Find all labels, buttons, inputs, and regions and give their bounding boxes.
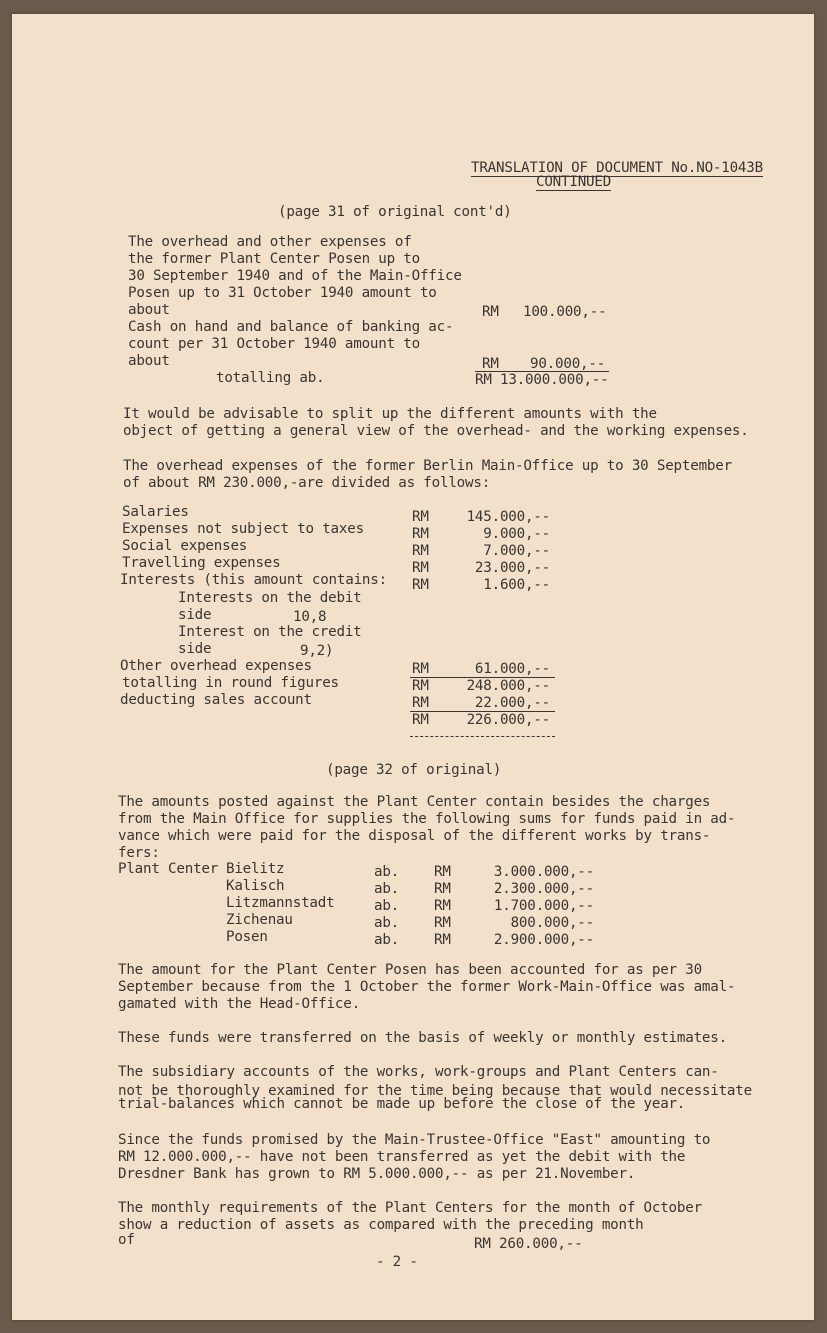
intro-line: 30 September 1940 and of the Main-Office	[128, 268, 462, 284]
paragraph-line: These funds were transferred on the basis of weekly or monthly estimates.	[118, 1030, 727, 1046]
intro-total: RM 13.000.000,--	[475, 372, 609, 388]
paragraph-line: The subsidiary accounts of the works, work-groups and Plant Centers can-	[118, 1064, 719, 1080]
expense-label: Travelling expenses	[122, 555, 281, 571]
currency-label: RM	[412, 678, 429, 694]
currency-label: RM	[482, 304, 499, 320]
expense-label: Expenses not subject to taxes	[122, 521, 364, 537]
currency-label: RM	[412, 526, 429, 542]
dashed-rule	[410, 736, 555, 737]
paragraph-line: trial-balances which cannot be made up before the close of the year.	[118, 1096, 686, 1112]
amount-value: 90.000,--	[530, 356, 606, 372]
paragraph-line: not be thoroughly examined for the time being because that would necessitate	[118, 1083, 752, 1099]
plant-ab: ab.	[374, 864, 400, 880]
plant-center-label: Plant Center	[118, 861, 219, 877]
plant-value: 2.300.000,--	[493, 881, 594, 897]
paragraph-line: The monthly requirements of the Plant Centers for the month of October	[118, 1200, 702, 1216]
expense-value: 226.000,--	[466, 712, 550, 728]
paragraph-line: September because from the 1 October the former Work-Main-Office was amal-	[118, 979, 736, 995]
currency-label: RM	[412, 509, 429, 525]
page-32-note: (page 32 of original)	[326, 762, 502, 778]
intro-total-label: totalling ab.	[216, 370, 325, 386]
paragraph-line: Since the funds promised by the Main-Trustee-Office "East" amounting to	[118, 1132, 711, 1148]
currency-label: RM	[434, 864, 451, 880]
currency-label: RM	[412, 560, 429, 576]
monthly-value: RM 260.000,--	[474, 1236, 583, 1252]
currency-label: RM	[412, 543, 429, 559]
paragraph-line: Dresdner Bank has grown to RM 5.000.000,-- as per 21.November.	[118, 1166, 636, 1182]
paragraph-line: object of getting a general view of the overhead- and the working expenses.	[123, 423, 749, 439]
currency-label: RM	[434, 932, 451, 948]
expense-value: 23.000,--	[474, 560, 550, 576]
expense-value: 248.000,--	[466, 678, 550, 694]
intro-line: Posen up to 31 October 1940 amount to	[128, 285, 437, 301]
expense-value: 7.000,--	[483, 543, 550, 559]
interest-detail: Interest on the credit	[178, 624, 362, 640]
currency-label: RM	[434, 881, 451, 897]
expense-value: 22.000,--	[474, 695, 550, 711]
paragraph-line: It would be advisable to split up the different amounts with the	[123, 406, 657, 422]
expense-label: Interests (this amount contains:	[120, 572, 387, 588]
interest-detail: side	[178, 641, 212, 657]
currency-label: RM	[434, 915, 451, 931]
intro-line: count per 31 October 1940 amount to	[128, 336, 420, 352]
plant-ab: ab.	[374, 881, 400, 897]
interest-detail-value: 10,8	[293, 609, 327, 625]
interest-detail: Interests on the debit	[178, 590, 362, 606]
expense-value: 61.000,--	[474, 661, 550, 677]
paragraph-line: from the Main Office for supplies the following sums for funds paid in ad-	[118, 811, 736, 827]
paragraph-line: The amount for the Plant Center Posen has been accounted for as per 30	[118, 962, 702, 978]
intro-line: about	[128, 302, 170, 318]
expense-label: Social expenses	[122, 538, 248, 554]
expense-value: 145.000,--	[466, 509, 550, 525]
interest-detail: side	[178, 607, 212, 623]
plant-name: Litzmannstadt	[226, 895, 335, 911]
document-title: TRANSLATION OF DOCUMENT No.NO-1043B	[471, 160, 763, 176]
expense-label: Salaries	[122, 504, 189, 520]
page-31-note: (page 31 of original cont'd)	[278, 204, 512, 220]
interest-detail-value: 9,2)	[300, 643, 334, 659]
plant-value: 2.900.000,--	[493, 932, 594, 948]
paragraph-line: RM 12.000.000,-- have not been transferred as yet the debit with the	[118, 1149, 686, 1165]
paragraph-line: The amounts posted against the Plant Center contain besides the charges	[118, 794, 711, 810]
currency-label: RM	[482, 356, 499, 372]
plant-name: Posen	[226, 929, 268, 945]
amount-value: 100.000,--	[523, 304, 607, 320]
intro-line: about	[128, 353, 170, 369]
paragraph-line: gamated with the Head-Office.	[118, 996, 360, 1012]
intro-line: Cash on hand and balance of banking ac-	[128, 319, 454, 335]
expense-label: Other overhead expenses	[120, 658, 312, 674]
plant-name: Bielitz	[226, 861, 285, 877]
plant-name: Zichenau	[226, 912, 293, 928]
expense-value: 1.600,--	[483, 577, 550, 593]
expense-value: 9.000,--	[483, 526, 550, 542]
plant-value: 800.000,--	[510, 915, 594, 931]
paragraph-line: show a reduction of assets as compared with the preceding month	[118, 1217, 644, 1233]
paragraph-line: of about RM 230.000,-are divided as follows:	[123, 475, 491, 491]
intro-line: The overhead and other expenses of	[128, 234, 412, 250]
plant-value: 3.000.000,--	[493, 864, 594, 880]
paragraph-line: The overhead expenses of the former Berlin Main-Office up to 30 September	[123, 458, 732, 474]
paragraph-line: fers:	[118, 845, 160, 861]
expense-label: totalling in round figures	[122, 675, 339, 691]
intro-line: the former Plant Center Posen up to	[128, 251, 420, 267]
paragraph-line: vance which were paid for the disposal of the different works by trans-	[118, 828, 711, 844]
plant-ab: ab.	[374, 915, 400, 931]
currency-label: RM	[412, 661, 429, 677]
currency-label: RM	[412, 695, 429, 711]
plant-name: Kalisch	[226, 878, 285, 894]
plant-ab: ab.	[374, 898, 400, 914]
plant-ab: ab.	[374, 932, 400, 948]
paragraph-line: of	[118, 1232, 135, 1248]
currency-label: RM	[434, 898, 451, 914]
continued-label: CONTINUED	[536, 174, 612, 190]
document-page	[12, 14, 814, 1320]
plant-value: 1.700.000,--	[493, 898, 594, 914]
currency-label: RM	[412, 712, 429, 728]
expense-label: deducting sales account	[120, 692, 312, 708]
currency-label: RM	[412, 577, 429, 593]
page-number: - 2 -	[376, 1254, 418, 1270]
